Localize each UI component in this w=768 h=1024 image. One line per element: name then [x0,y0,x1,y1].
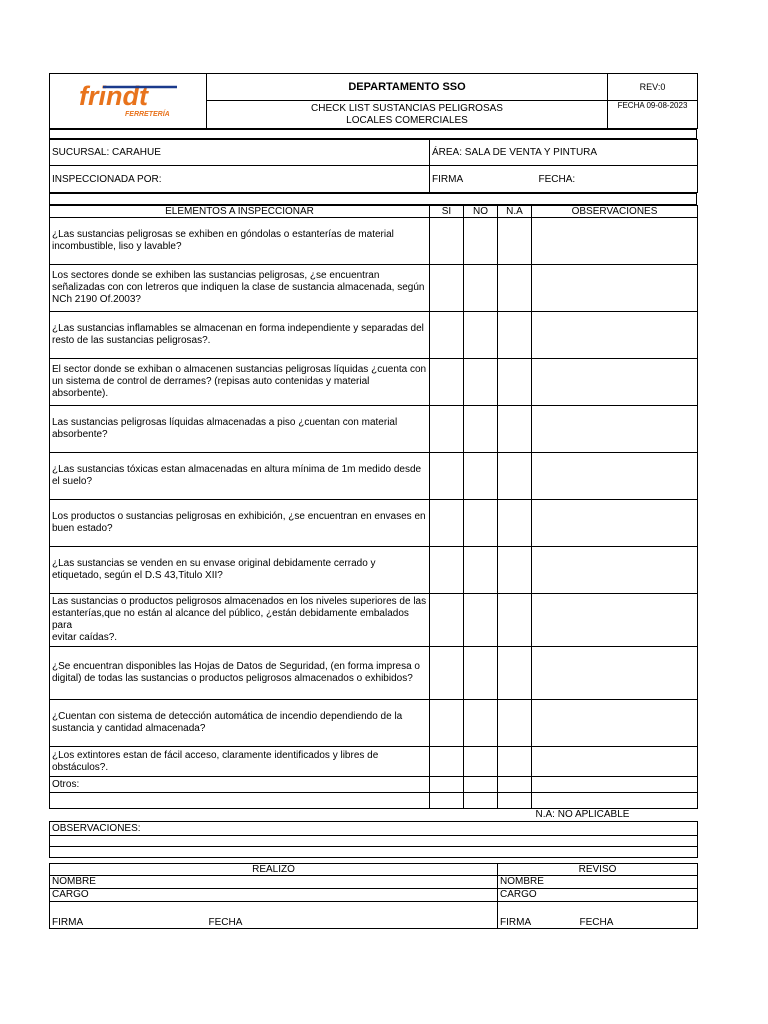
department-title: DEPARTAMENTO SSO [207,74,608,101]
col-header-observaciones: OBSERVACIONES [532,206,698,218]
checkbox-no[interactable] [464,547,498,594]
footer-section [49,809,698,858]
checklist-row [50,312,698,359]
checkbox-na[interactable] [498,265,532,312]
form-subtitle [207,101,608,129]
checkbox-si[interactable] [430,547,464,594]
checklist-row [50,594,698,647]
checklist-row [50,500,698,547]
rev-label: REV:0 [608,74,698,101]
checkbox-na[interactable] [498,594,532,647]
checklist-row [50,265,698,312]
checkbox-no[interactable] [464,793,498,809]
checklist-item-text: El sector donde se exhiban o almacenen sustancias peligrosas líquidas ¿cuenta con un sistema de control de derrames? (repisas auto contenidas y material absorbente). [50,359,430,406]
checkbox-no[interactable] [464,265,498,312]
checklist-item-text: Los sectores donde se exhiben las sustancias peligrosas, ¿se encuentran señalizadas con con letreros que indiquen la clase de sustancia almacenada, según NCh 2190 Of.2003? [50,265,430,312]
subtitle-line-2: LOCALES COMERCIALES [346,114,468,126]
checkbox-no[interactable] [464,359,498,406]
checklist-item-text: Las sustancias o productos peligrosos almacenados en los niveles superiores de las estanterías,que no están al alcance del público, ¿están debidamente embalados para evitar caídas?. [50,594,430,647]
checkbox-na[interactable] [498,453,532,500]
checkbox-si[interactable] [430,218,464,265]
col-header-si: SI [430,206,464,218]
reviso-header: REVISÓ [498,863,698,875]
checkbox-observaciones[interactable] [532,312,698,359]
checkbox-na[interactable] [498,700,532,747]
checklist-row [50,700,698,747]
checkbox-si[interactable] [430,777,464,793]
area-label: ÁREA: SALA DE VENTA Y PINTURA [430,140,698,166]
realizo-header: REALIZÓ [50,863,498,875]
checkbox-na[interactable] [498,500,532,547]
checklist-item-text: Los productos o sustancias peligrosas en exhibición, ¿se encuentran en envases en buen estado? [50,500,430,547]
checklist-item-text: ¿Las sustancias inflamables se almacenan en forma independiente y separadas del resto de las sustancias peligrosas?. [50,312,430,359]
firma-field[interactable]: FIRMA [430,166,537,193]
na-note: N.A: NO APLICABLE [535,809,630,821]
date-label: FECHA 09-08-2023 [608,101,698,129]
checkbox-observaciones[interactable] [532,547,698,594]
checkbox-observaciones[interactable] [532,793,698,809]
checkbox-no[interactable] [464,218,498,265]
checkbox-si[interactable] [430,700,464,747]
checkbox-observaciones[interactable] [532,453,698,500]
col-header-na: N.A [498,206,532,218]
checklist-row [50,793,698,809]
checkbox-si[interactable] [430,453,464,500]
checkbox-si[interactable] [430,406,464,453]
reviso-firma[interactable]: FIRMA [498,901,580,928]
checkbox-no[interactable] [464,453,498,500]
checkbox-observaciones[interactable] [532,747,698,777]
checkbox-si[interactable] [430,312,464,359]
sucursal-label: SUCURSAL: CARAHUE [50,140,430,166]
reviso-fecha[interactable]: FECHA [580,901,698,928]
checklist-row [50,453,698,500]
checkbox-no[interactable] [464,500,498,547]
checkbox-observaciones[interactable] [532,594,698,647]
checkbox-na[interactable] [498,359,532,406]
reviso-cargo[interactable]: CARGO [498,888,698,901]
brand-sub: FERRETERÍA [125,110,170,118]
checkbox-observaciones[interactable] [532,406,698,453]
checklist-item-text: Otros: [50,777,430,793]
checklist-item-text: ¿Cuentan con sistema de detección automática de incendio dependiendo de la sustancia y cantidad almacenada? [50,700,430,747]
checkbox-observaciones[interactable] [532,218,698,265]
checkbox-na[interactable] [498,747,532,777]
checkbox-na[interactable] [498,218,532,265]
checklist-item-text: ¿Se encuentran disponibles las Hojas de Datos de Seguridad, (en forma impresa o digital) de todas las sustancias o productos peligrosos almacenados o exhibidos? [50,647,430,700]
observaciones-line[interactable] [50,846,698,857]
checkbox-si[interactable] [430,594,464,647]
inspeccionada-field[interactable]: INSPECCIONADA POR: [50,166,430,193]
checkbox-no[interactable] [464,777,498,793]
checkbox-si[interactable] [430,747,464,777]
realizo-nombre[interactable]: NOMBRE [50,875,498,888]
checklist-row [50,359,698,406]
checklist-row [50,777,698,793]
checkbox-observaciones[interactable] [532,700,698,747]
checklist-item-text: Las sustancias peligrosas líquidas almacenadas a piso ¿cuentan con material absorbente? [50,406,430,453]
checklist-row [50,406,698,453]
realizo-firma[interactable]: FIRMA [50,901,207,928]
checklist-row [50,747,698,777]
checkbox-no[interactable] [464,312,498,359]
checkbox-na[interactable] [498,312,532,359]
signature-section [49,863,698,929]
checkbox-no[interactable] [464,406,498,453]
checkbox-si[interactable] [430,265,464,312]
checklist-row [50,218,698,265]
observaciones-label[interactable]: OBSERVACIONES: [50,821,698,835]
fecha-field[interactable]: FECHA: [537,166,698,193]
checkbox-si[interactable] [430,793,464,809]
spacer-row [49,193,697,205]
checkbox-observaciones[interactable] [532,647,698,700]
checkbox-no[interactable] [464,647,498,700]
checkbox-observaciones[interactable] [532,359,698,406]
checklist-table [49,205,698,809]
form-header [49,73,698,129]
col-header-no: NO [464,206,498,218]
checkbox-no[interactable] [464,747,498,777]
brand-name: frindt [79,80,148,111]
checkbox-no[interactable] [464,594,498,647]
checklist-item-text: ¿Las sustancias peligrosas se exhiben en góndolas o estanterías de material incombustible, liso y lavable? [50,218,430,265]
checklist-row [50,647,698,700]
checkbox-si[interactable] [430,359,464,406]
realizo-cargo[interactable]: CARGO [50,888,498,901]
logo [50,74,207,129]
observaciones-line[interactable] [50,835,698,846]
subtitle-line-1: CHECK LIST SUSTANCIAS PELIGROSAS [311,102,503,114]
checkbox-observaciones[interactable] [532,265,698,312]
col-header-elementos: ELEMENTOS A INSPECCIONAR [50,206,430,218]
info-section [49,139,698,193]
checkbox-na[interactable] [498,547,532,594]
checkbox-observaciones[interactable] [532,777,698,793]
checkbox-na[interactable] [498,793,532,809]
checkbox-si[interactable] [430,500,464,547]
reviso-nombre[interactable]: NOMBRE [498,875,698,888]
checkbox-na[interactable] [498,406,532,453]
checklist-item-text: ¿Las sustancias se venden en su envase original debidamente cerrado y etiquetado, según el D.S 43,Titulo XII? [50,547,430,594]
spacer-row [49,129,697,139]
checkbox-na[interactable] [498,647,532,700]
checkbox-si[interactable] [430,647,464,700]
checklist-item-text: ¿Los extintores estan de fácil acceso, claramente identificados y libres de obstáculos?. [50,747,430,777]
frindt-logo-icon [73,80,183,120]
checklist-item-text: ¿Las sustancias tóxicas estan almacenadas en altura mínima de 1m medido desde el suelo? [50,453,430,500]
checklist-row [50,547,698,594]
realizo-fecha[interactable]: FECHA [207,901,498,928]
checkbox-observaciones[interactable] [532,500,698,547]
checklist-extra-line[interactable] [50,793,430,809]
checkbox-no[interactable] [464,700,498,747]
checklist-form [49,73,697,929]
checkbox-na[interactable] [498,777,532,793]
